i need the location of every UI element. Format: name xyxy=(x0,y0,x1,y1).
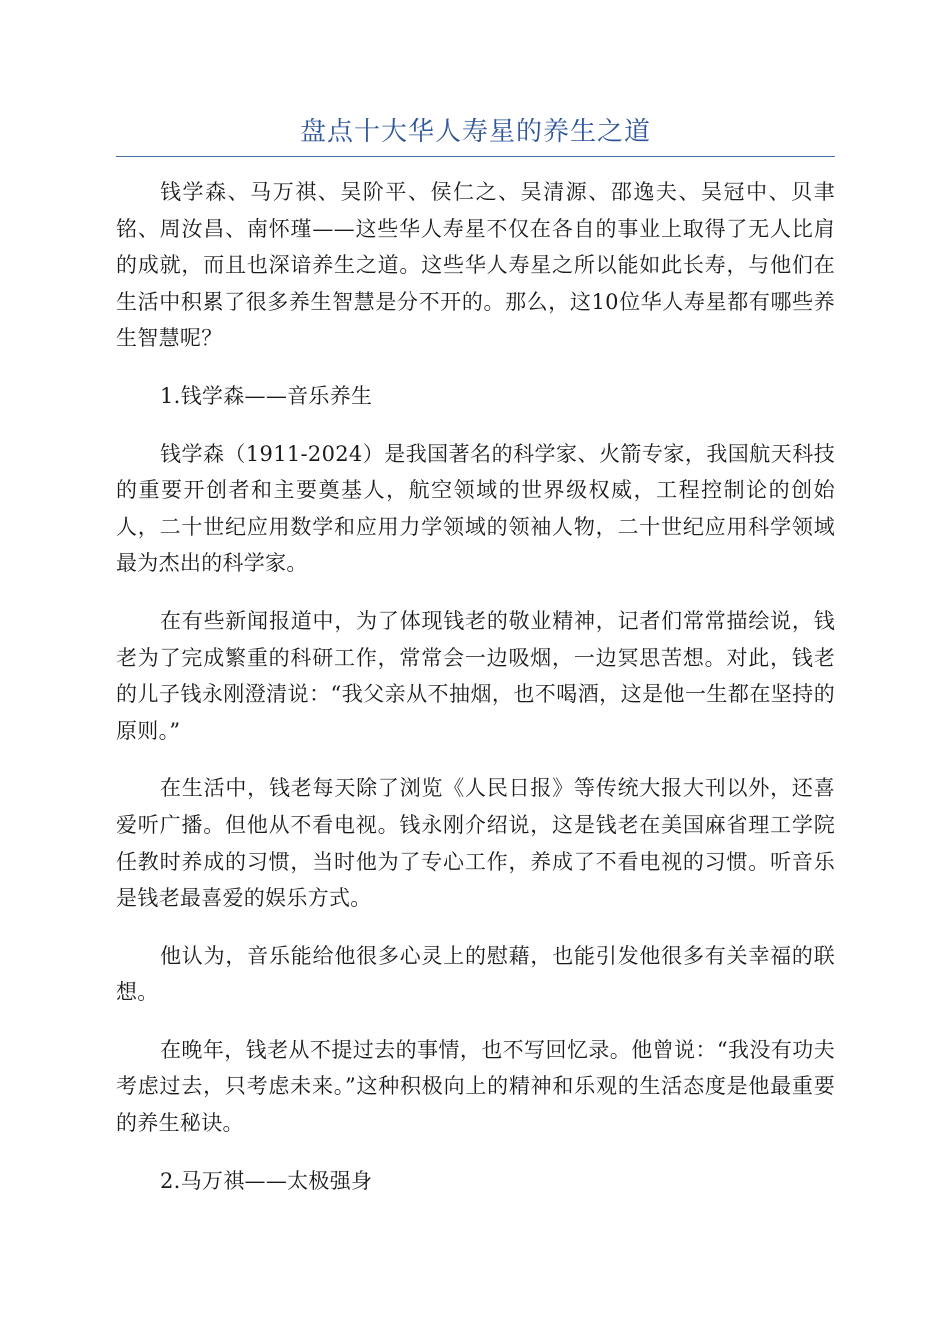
section-heading-qian-xuesen: 1.钱学森——音乐养生 xyxy=(160,383,373,408)
body-paragraph: 他认为，音乐能给他很多心灵上的慰藉，也能引发他很多有关幸福的联想。 xyxy=(116,943,835,1005)
document-body xyxy=(116,174,835,1220)
body-paragraph: 在晚年，钱老从不提过去的事情，也不写回忆录。他曾说：“我没有功夫考虑过去，只考虑未来。”这种积极向上的精神和乐观的生活态度是他最重要的养生秘诀。 xyxy=(116,1037,835,1136)
body-paragraph: 钱学森（1911-2024）是我国著名的科学家、火箭专家，我国航天科技的重要开创者和主要奠基人，航空领域的世界级权威，工程控制论的创始人，二十世纪应用数学和应用力学领域的领袖人物，二十世纪应用科学领域最为杰出的科学家。 xyxy=(116,441,835,576)
intro-paragraph: 钱学森、马万祺、吴阶平、侯仁之、吴清源、邵逸夫、吴冠中、贝聿铭、周汝昌、南怀瑾——这些华人寿星不仅在各自的事业上取得了无人比肩的成就，而且也深谙养生之道。这些华人寿星之所以能如此长寿，与他们在生活中积累了很多养生智慧是分不开的。那么，这10位华人寿星都有哪些养生智慧呢？ xyxy=(116,180,835,351)
title-block xyxy=(116,108,835,157)
section-heading-ma-wanqi: 2.马万祺——太极强身 xyxy=(160,1168,373,1193)
body-paragraph: 在生活中，钱老每天除了浏览《人民日报》等传统大报大刊以外，还喜爱听广播。但他从不看电视。钱永刚介绍说，这是钱老在美国麻省理工学院任教时养成的习惯，当时他为了专心工作，养成了不看电视的习惯。听音乐是钱老最喜爱的娱乐方式。 xyxy=(116,776,835,911)
document-title: 盘点十大华人寿星的养生之道 xyxy=(299,117,651,147)
body-paragraph: 在有些新闻报道中，为了体现钱老的敬业精神，记者们常常描绘说，钱老为了完成繁重的科研工作，常常会一边吸烟，一边冥思苦想。对此，钱老的儿子钱永刚澄清说：“我父亲从不抽烟，也不喝酒，这是他一生都在坚持的原则。” xyxy=(116,608,835,743)
